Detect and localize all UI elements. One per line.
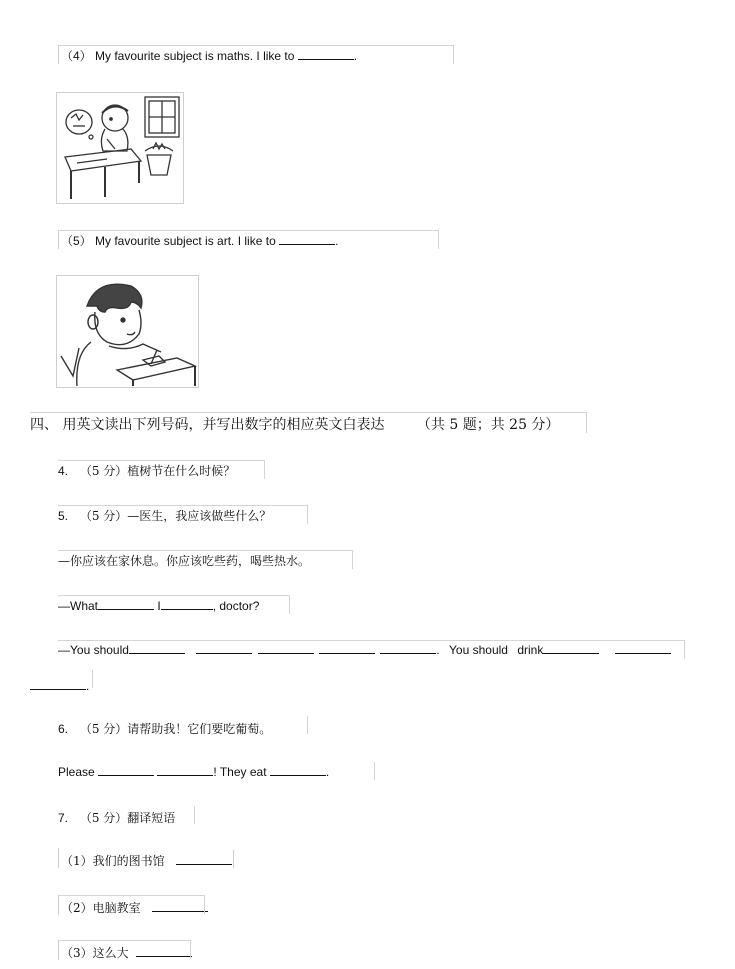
item5-blank-7[interactable] xyxy=(380,642,436,654)
item6-question xyxy=(58,720,271,737)
q4-answer-blank[interactable] xyxy=(298,48,354,60)
q5-left-bar xyxy=(58,230,59,249)
section4-score: （共 5 题；共 25 分） xyxy=(416,417,560,433)
boy-maths-illustration xyxy=(57,93,183,203)
picture-boy-doing-maths xyxy=(56,92,184,204)
item5-blank-10[interactable] xyxy=(30,678,86,690)
item5-blank-4[interactable] xyxy=(196,642,252,654)
item7-p1-text: （1）我们的图书馆 xyxy=(61,854,165,868)
item6-blank-2[interactable] xyxy=(157,764,213,776)
item5-doctor: , doctor? xyxy=(212,599,260,613)
item5-drink: drink xyxy=(517,643,544,657)
q4-period: . xyxy=(353,49,358,63)
item5-line2 xyxy=(58,642,671,657)
q5-answer-blank[interactable] xyxy=(279,233,335,245)
item6-period: . xyxy=(325,765,330,779)
item5-blank-9[interactable] xyxy=(615,642,671,654)
item7-p1-right-bar xyxy=(233,850,234,868)
item6-they-eat: ! They eat xyxy=(213,765,267,779)
q4-sentence: （4） My favourite subject is maths. I like to xyxy=(61,49,295,63)
item5-blank-2[interactable] xyxy=(161,598,213,610)
item6-number: 6. xyxy=(58,722,69,736)
item6-blank-1[interactable] xyxy=(98,764,154,776)
item4-text: （5 分）植树节在什么时候？ xyxy=(79,464,236,478)
item5-reply-zh: —你应该在家休息。你应该吃些药，喝些热水。 xyxy=(58,554,311,568)
section4-heading xyxy=(30,414,559,434)
item5-blank-1[interactable] xyxy=(98,598,154,610)
item5-you-should-2: You should xyxy=(449,643,508,657)
item4-question xyxy=(58,462,235,479)
item7-phrase-1 xyxy=(61,852,232,869)
item5-blank-6[interactable] xyxy=(319,642,375,654)
item7-p2-frame xyxy=(58,895,205,914)
item4-number: 4. xyxy=(58,464,69,478)
item7-p1-blank[interactable] xyxy=(176,853,232,865)
item5-period-1: . xyxy=(436,643,440,657)
item7-p2-text: （2）电脑教室 xyxy=(61,901,141,915)
item7-p3-frame xyxy=(58,940,191,959)
q4-line xyxy=(61,47,357,64)
item7-p3-text: （3）这么大 xyxy=(61,946,129,960)
item5-what: —What xyxy=(58,599,99,613)
item6-please: Please xyxy=(58,765,95,779)
q4-left-bar xyxy=(58,45,59,64)
item5-blank-5[interactable] xyxy=(258,642,314,654)
item5-number: 5. xyxy=(58,509,69,523)
item7-p1-bar xyxy=(58,848,59,868)
item5-you-should: —You should xyxy=(58,643,129,657)
item5-blank-8[interactable] xyxy=(543,642,599,654)
item6-blank-3[interactable] xyxy=(270,764,326,776)
q5-sentence: （5） My favourite subject is art. I like to xyxy=(61,234,276,248)
item6-text: （5 分）请帮助我！它们要吃葡萄。 xyxy=(79,722,272,736)
item7-question xyxy=(58,809,175,826)
item5-line3 xyxy=(30,678,89,693)
item5-blank-3[interactable] xyxy=(129,642,185,654)
section4-title: 四、 用英文读出下列号码，并写出数字的相应英文白表达 xyxy=(30,417,385,433)
q5-period: . xyxy=(335,234,339,248)
item5-i: I xyxy=(157,599,161,613)
item5-text: （5 分）—医生，我应该做些什么？ xyxy=(79,509,272,523)
item5-question xyxy=(58,507,271,524)
item7-number: 7. xyxy=(58,811,69,825)
item6-en-line xyxy=(58,764,329,779)
item5-line1 xyxy=(58,598,259,613)
picture-boy-drawing xyxy=(56,275,199,388)
item5-period-2: . xyxy=(86,679,90,693)
q5-line xyxy=(61,232,338,249)
boy-art-illustration xyxy=(57,276,198,387)
item7-text: （5 分）翻译短语 xyxy=(79,811,176,825)
